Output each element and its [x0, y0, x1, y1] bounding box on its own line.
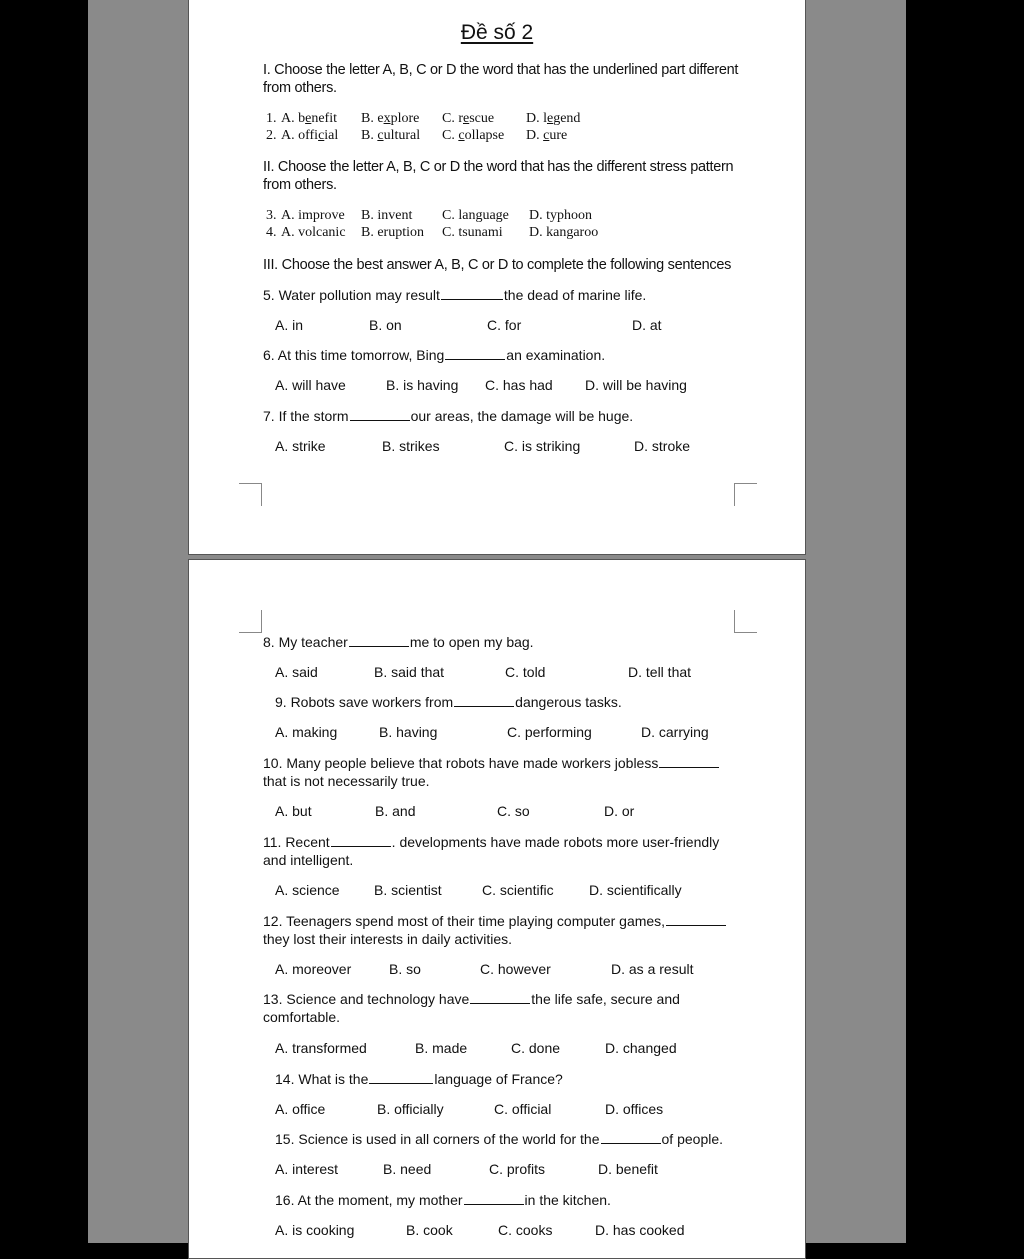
question-5: [263, 286, 646, 304]
option-c: C. has had: [485, 377, 553, 393]
option-d: D. as a result: [611, 961, 694, 977]
answer-blank: [659, 755, 719, 768]
option-d: D. stroke: [634, 438, 691, 454]
option-a: A. volcanic: [281, 225, 346, 240]
option-text: ultural: [383, 128, 421, 143]
question-11: [263, 833, 743, 869]
crop-mark: [734, 483, 757, 506]
question-text: 6. At this time tomorrow, Bing: [263, 347, 445, 363]
option-c: C. told: [505, 664, 546, 680]
question-text: the life safe, secure and: [531, 991, 680, 1007]
question-text: of people.: [661, 1131, 724, 1147]
question-row: [266, 207, 766, 224]
question-text: that is not necessarily true.: [263, 773, 430, 789]
crop-mark: [239, 483, 262, 506]
option-d: D. scientifically: [589, 882, 682, 898]
question-text: the dead of marine life.: [503, 287, 647, 303]
question-text: . developments have made robots more user-friendly: [391, 834, 720, 850]
question-7: [263, 407, 633, 425]
question-text: an examination.: [506, 347, 606, 363]
question-text: 5. Water pollution may result: [263, 287, 440, 303]
option-a: A. said: [275, 664, 318, 680]
question-text: 9. Robots save workers from: [275, 694, 454, 710]
option-b: B. need: [383, 1161, 432, 1177]
option-text: ial: [324, 128, 339, 143]
options-row: [275, 663, 775, 681]
underlined-letter: x: [383, 111, 391, 126]
option-d: D. typhoon: [529, 208, 592, 223]
option-d: D. carrying: [641, 724, 709, 740]
option-a: A. science: [275, 882, 340, 898]
option-b: B. cook: [406, 1222, 453, 1238]
underlined-letter: c: [458, 128, 465, 143]
answer-blank: [369, 1071, 433, 1084]
option-b: B. and: [375, 803, 416, 819]
option-text: C.: [442, 128, 459, 143]
underlined-letter: e: [547, 111, 554, 126]
question-text: and intelligent.: [263, 852, 354, 868]
option-c: C. for: [487, 317, 522, 333]
question-row: [266, 224, 766, 241]
option-a: A. moreover: [275, 961, 352, 977]
option-d: D. at: [632, 317, 662, 333]
answer-blank: [464, 1192, 524, 1205]
document-page-2: [188, 559, 806, 1259]
option-c: C. profits: [489, 1161, 546, 1177]
option-text: B. e: [361, 111, 384, 126]
option-a: A. making: [275, 724, 338, 740]
option-d: D. has cooked: [595, 1222, 685, 1238]
option-d: D. will be having: [585, 377, 687, 393]
question-15: [275, 1130, 723, 1148]
option-b: B. on: [369, 317, 402, 333]
option-c: C. is striking: [504, 438, 581, 454]
answer-blank: [445, 347, 505, 360]
option-b: B. said that: [374, 664, 445, 680]
question-14: [275, 1070, 563, 1088]
question-text: 15. Science is used in all corners of the world for the: [275, 1131, 600, 1147]
option-d: D. tell that: [628, 664, 692, 680]
options-row: [275, 1160, 775, 1178]
option-c: C. language: [442, 208, 509, 223]
question-text: me to open my bag.: [409, 634, 534, 650]
underlined-letter: e: [463, 111, 470, 126]
option-text: gend: [553, 111, 581, 126]
option-a: A. improve: [281, 208, 345, 223]
question-10: [263, 754, 743, 790]
option-text: nefit: [311, 111, 337, 126]
option-text: ollapse: [464, 128, 505, 143]
question-text: comfortable.: [263, 1009, 341, 1025]
option-text: D. l: [526, 111, 547, 126]
option-a: [281, 110, 337, 127]
question-text: 10. Many people believe that robots have made workers jobless: [263, 755, 659, 771]
option-d: D. benefit: [598, 1161, 658, 1177]
option-c: C. scientific: [482, 882, 554, 898]
option-d: [526, 110, 580, 127]
answer-blank: [349, 634, 409, 647]
options-row: [275, 881, 775, 899]
option-c: C. so: [497, 803, 530, 819]
options-row: [275, 437, 775, 455]
option-c: [442, 127, 504, 144]
option-d: D. changed: [605, 1040, 677, 1056]
options-row: [275, 376, 775, 394]
question-row: [266, 110, 766, 127]
question-text: 7. If the storm: [263, 408, 349, 424]
option-a: [281, 127, 338, 144]
underlined-letter: c: [318, 128, 325, 143]
option-b: B. eruption: [361, 225, 424, 240]
option-b: B. made: [415, 1040, 468, 1056]
answer-blank: [666, 913, 726, 926]
question-text: language of France?: [434, 1071, 563, 1087]
question-text: they lost their interests in daily activities.: [263, 931, 512, 947]
option-c: C. done: [511, 1040, 561, 1056]
option-text: A. offi: [281, 128, 319, 143]
option-text: B.: [361, 128, 378, 143]
options-row: [275, 960, 775, 978]
options-row: [275, 723, 775, 741]
option-text: A. b: [281, 111, 306, 126]
options-row: [275, 802, 775, 820]
option-d: D. offices: [605, 1101, 664, 1117]
question-number: 4.: [266, 225, 277, 240]
answer-blank: [441, 287, 503, 300]
option-text: D.: [526, 128, 544, 143]
options-row: [275, 1221, 775, 1239]
option-a: A. but: [275, 803, 312, 819]
crop-mark: [734, 610, 757, 633]
question-text: 12. Teenagers spend most of their time playing computer games,: [263, 913, 666, 929]
option-text: ure: [549, 128, 568, 143]
section-3-heading: III. Choose the best answer A, B, C or D to complete the following sentences: [263, 257, 732, 273]
option-c: C. official: [494, 1101, 552, 1117]
underlined-letter: e: [305, 111, 312, 126]
option-b: [361, 127, 420, 144]
page-title: Đề số 2: [460, 21, 534, 44]
option-b: B. strikes: [382, 438, 440, 454]
question-number: 1.: [266, 111, 277, 126]
answer-blank: [331, 834, 391, 847]
crop-mark: [239, 610, 262, 633]
option-d: [526, 127, 567, 144]
option-b: B. scientist: [374, 882, 442, 898]
option-text: scue: [469, 111, 495, 126]
option-d: D. or: [604, 803, 635, 819]
underlined-letter: c: [543, 128, 550, 143]
option-b: B. invent: [361, 208, 413, 223]
option-d: D. kangaroo: [529, 225, 599, 240]
question-8: [263, 633, 534, 651]
question-row: [266, 127, 766, 144]
option-text: plore: [390, 111, 420, 126]
option-b: B. so: [389, 961, 421, 977]
options-row: [275, 1100, 775, 1118]
option-c: C. however: [480, 961, 551, 977]
option-a: A. office: [275, 1101, 326, 1117]
question-text: 11. Recent: [263, 834, 330, 850]
option-b: B. is having: [386, 377, 459, 393]
underlined-letter: c: [377, 128, 384, 143]
option-a: A. in: [275, 317, 304, 333]
question-text: 13. Science and technology have: [263, 991, 470, 1007]
option-text: C. r: [442, 111, 463, 126]
answer-blank: [470, 991, 530, 1004]
answer-blank: [601, 1131, 661, 1144]
question-number: 3.: [266, 208, 277, 223]
question-text: dangerous tasks.: [515, 694, 622, 710]
answer-blank: [454, 694, 514, 707]
question-text: 8. My teacher: [263, 634, 348, 650]
question-6: [263, 346, 605, 364]
option-a: A. will have: [275, 377, 346, 393]
options-row: [275, 1039, 775, 1057]
section-1-heading: I. Choose the letter A, B, C or D the word that has the underlined part different from others.: [263, 62, 739, 96]
option-a: A. strike: [275, 438, 326, 454]
question-9: [275, 693, 622, 711]
question-12: [263, 912, 743, 948]
question-16: [275, 1191, 611, 1209]
question-text: our areas, the damage will be huge.: [410, 408, 634, 424]
section-2-heading: II. Choose the letter A, B, C or D the word that has the different stress pattern from others.: [263, 159, 734, 193]
option-b: [361, 110, 419, 127]
option-c: [442, 110, 494, 127]
question-13: [263, 990, 743, 1026]
option-a: A. transformed: [275, 1040, 367, 1056]
option-b: B. having: [379, 724, 438, 740]
question-text: 16. At the moment, my mother: [275, 1192, 463, 1208]
question-number: 2.: [266, 128, 277, 143]
option-b: B. officially: [377, 1101, 444, 1117]
answer-blank: [350, 408, 410, 421]
document-page-1: [188, 0, 806, 555]
options-row: [275, 316, 775, 334]
question-text: in the kitchen.: [524, 1192, 611, 1208]
option-c: C. performing: [507, 724, 592, 740]
option-c: C. tsunami: [442, 225, 503, 240]
option-a: A. interest: [275, 1161, 339, 1177]
question-text: 14. What is the: [275, 1071, 369, 1087]
option-c: C. cooks: [498, 1222, 553, 1238]
option-a: A. is cooking: [275, 1222, 355, 1238]
